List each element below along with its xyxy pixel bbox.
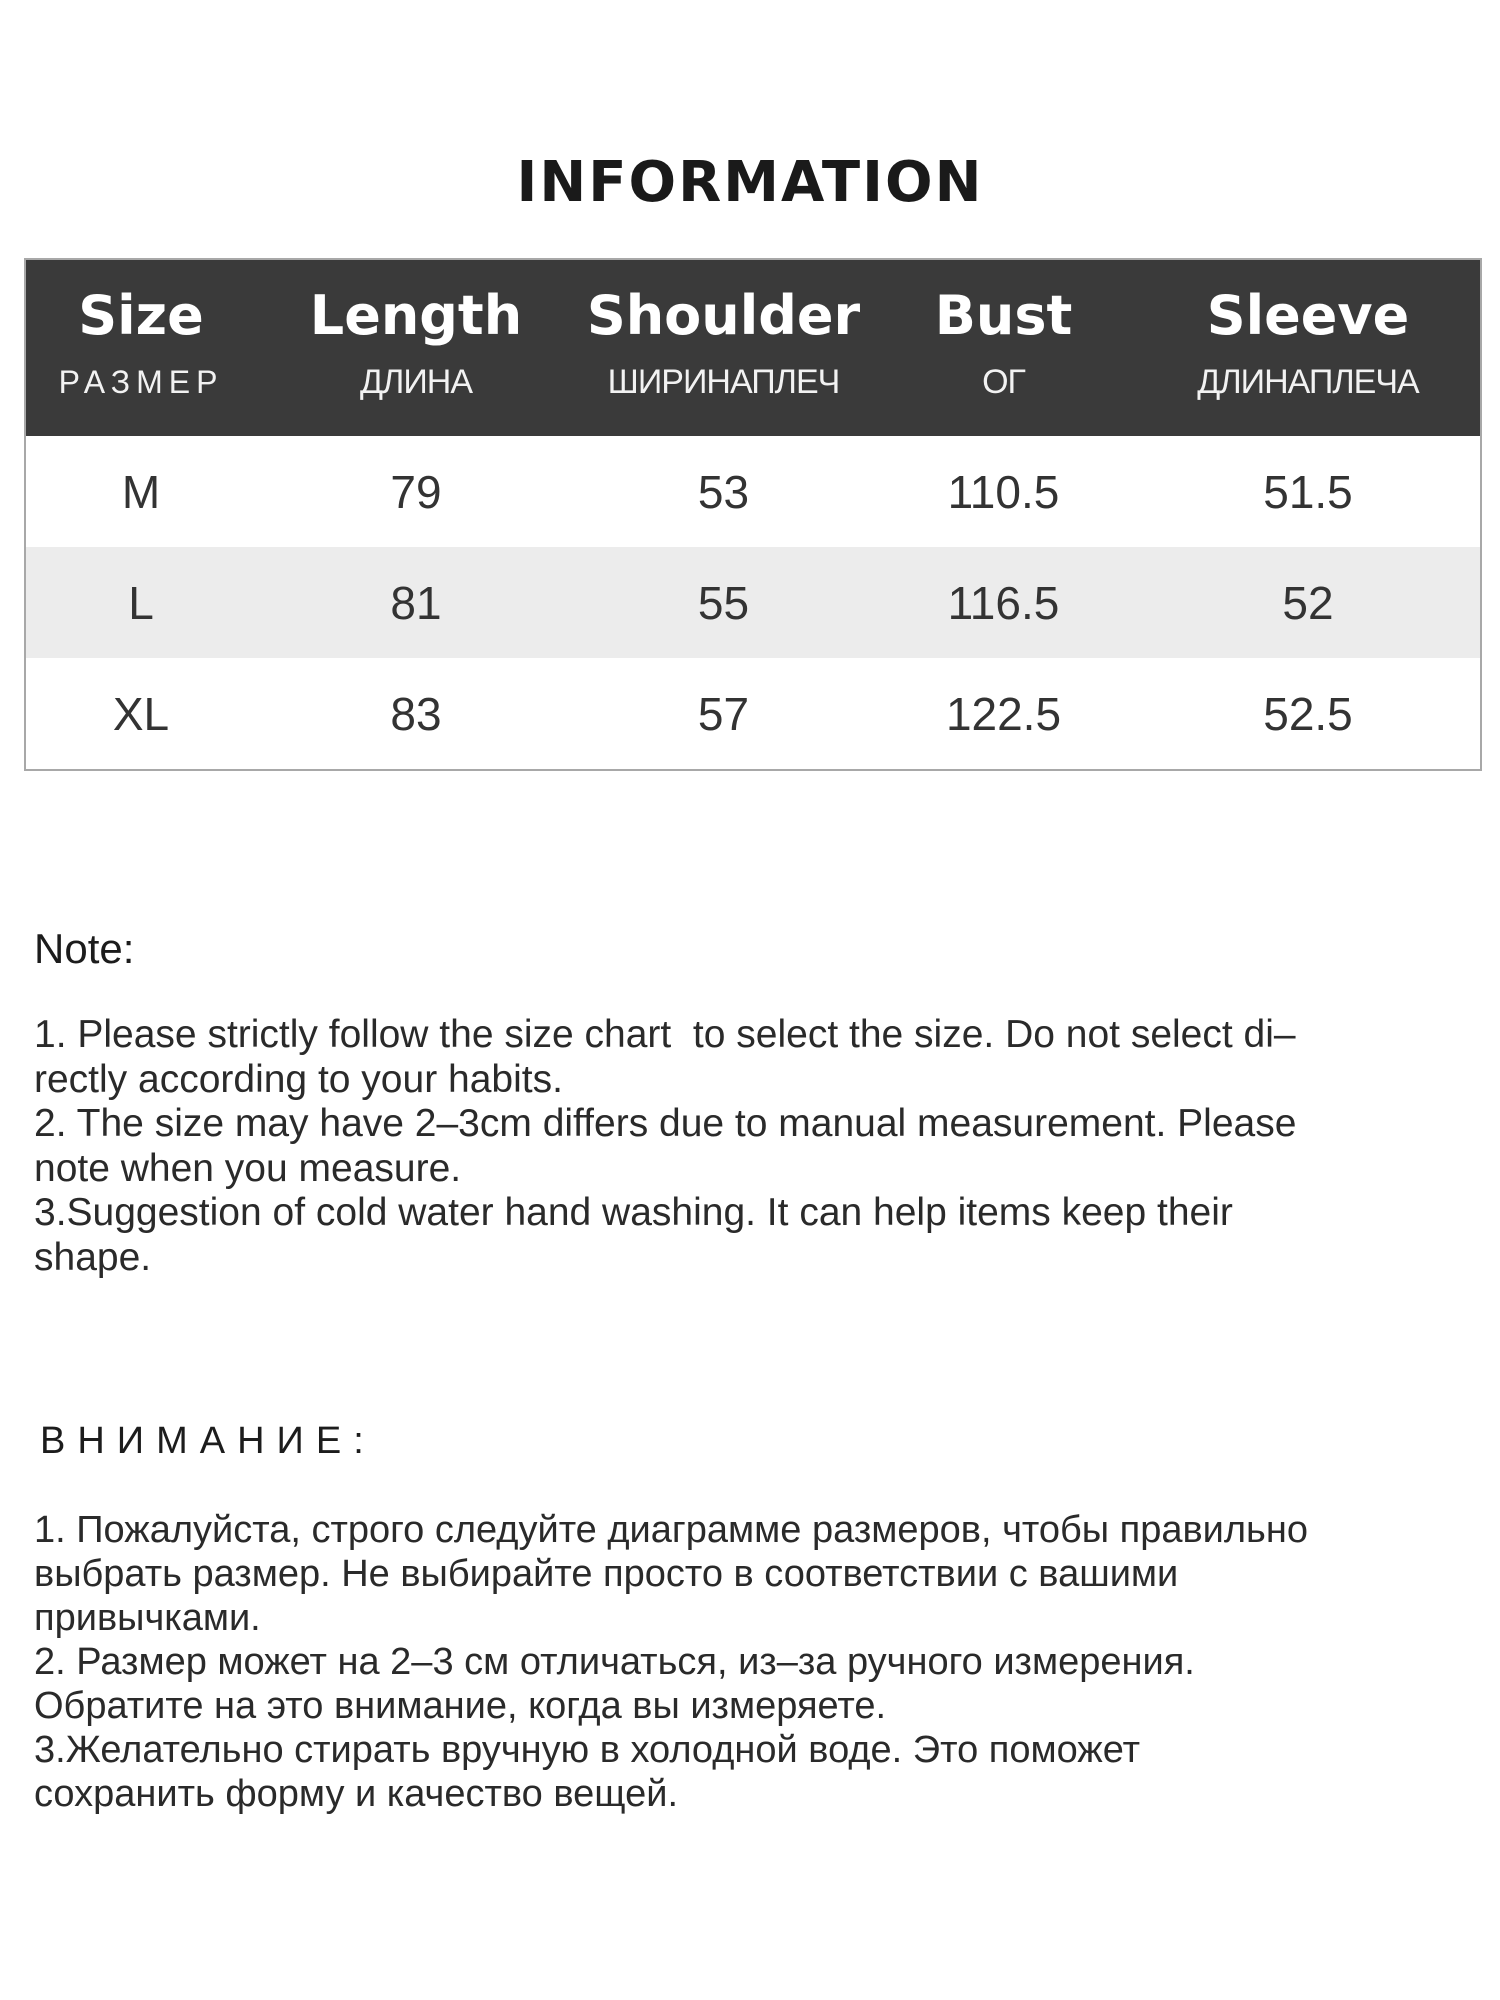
header-label-ru: ОГ xyxy=(982,363,1025,401)
cell-length: 79 xyxy=(390,465,442,518)
note-body xyxy=(34,1013,1454,1280)
table-row xyxy=(26,547,1480,658)
cell-size: XL xyxy=(112,687,170,740)
header-bust xyxy=(871,260,1136,436)
ru-note-line: 2. Размер может на 2–3 см отличаться, из–за ручного измерения. xyxy=(34,1641,1195,1683)
cell-bust: 116.5 xyxy=(947,576,1060,629)
cell-shoulder: 53 xyxy=(697,465,750,518)
size-chart-table xyxy=(24,258,1482,771)
cell-bust: 122.5 xyxy=(945,687,1062,740)
header-length xyxy=(256,260,576,436)
ru-note-line: Обратите на это внимание, когда вы измеряете. xyxy=(34,1685,887,1727)
header-label-ru: ШИРИНАПЛЕЧ xyxy=(607,363,840,401)
table-row xyxy=(26,436,1480,547)
header-label-en: Length xyxy=(309,284,523,347)
cell-sleeve: 52 xyxy=(1282,576,1334,629)
note-heading: Note: xyxy=(34,925,135,972)
ru-note-body xyxy=(34,1508,1474,1816)
ru-note-line: сохранить форму и качество вещей. xyxy=(34,1773,678,1815)
header-label-en: Sleeve xyxy=(1206,284,1410,347)
cell-shoulder: 57 xyxy=(697,687,750,740)
cell-length: 83 xyxy=(390,687,442,740)
header-label-ru: ДЛИНАПЛЕЧА xyxy=(1197,363,1419,401)
header-label-ru: РАЗМЕР xyxy=(58,364,224,400)
header-shoulder xyxy=(576,260,871,436)
cell-sleeve: 51.5 xyxy=(1263,465,1353,518)
page-title: INFORMATION xyxy=(516,150,984,215)
note-line: 2. The size may have 2–3cm differs due to manual measurement. Please xyxy=(34,1102,1297,1145)
cell-shoulder: 55 xyxy=(697,576,750,629)
header-label-ru: ДЛИНА xyxy=(359,363,472,401)
cell-sleeve: 52.5 xyxy=(1263,687,1353,740)
ru-note-line: привычками. xyxy=(34,1597,261,1639)
header-label-en: Bust xyxy=(934,284,1073,347)
note-line: 3.Suggestion of cold water hand washing. It can help items keep their xyxy=(34,1191,1233,1234)
note-line: 1. Please strictly follow the size chart to select the size. Do not select di– xyxy=(34,1013,1296,1056)
note-line: rectly according to your habits. xyxy=(34,1057,563,1101)
header-size xyxy=(26,260,256,436)
ru-note-line: выбрать размер. Не выбирайте просто в соответствии с вашими xyxy=(34,1553,1179,1595)
cell-size: L xyxy=(128,576,154,629)
header-sleeve xyxy=(1136,260,1480,436)
header-label-en: Shoulder xyxy=(586,284,861,347)
header-label-en: Size xyxy=(78,284,204,347)
cell-size: M xyxy=(121,465,161,518)
table-header xyxy=(26,260,1480,436)
ru-note-line: 3.Желательно стирать вручную в холодной воде. Это поможет xyxy=(34,1729,1141,1771)
note-line: note when you measure. xyxy=(34,1146,462,1190)
ru-note-heading: ВНИМАНИЕ: xyxy=(40,1420,376,1462)
ru-note-line: 1. Пожалуйста, строго следуйте диаграмме размеров, чтобы правильно xyxy=(34,1509,1308,1551)
table-row xyxy=(26,658,1480,769)
note-line: shape. xyxy=(34,1235,152,1279)
cell-length: 81 xyxy=(390,576,442,629)
cell-bust: 110.5 xyxy=(947,465,1060,518)
